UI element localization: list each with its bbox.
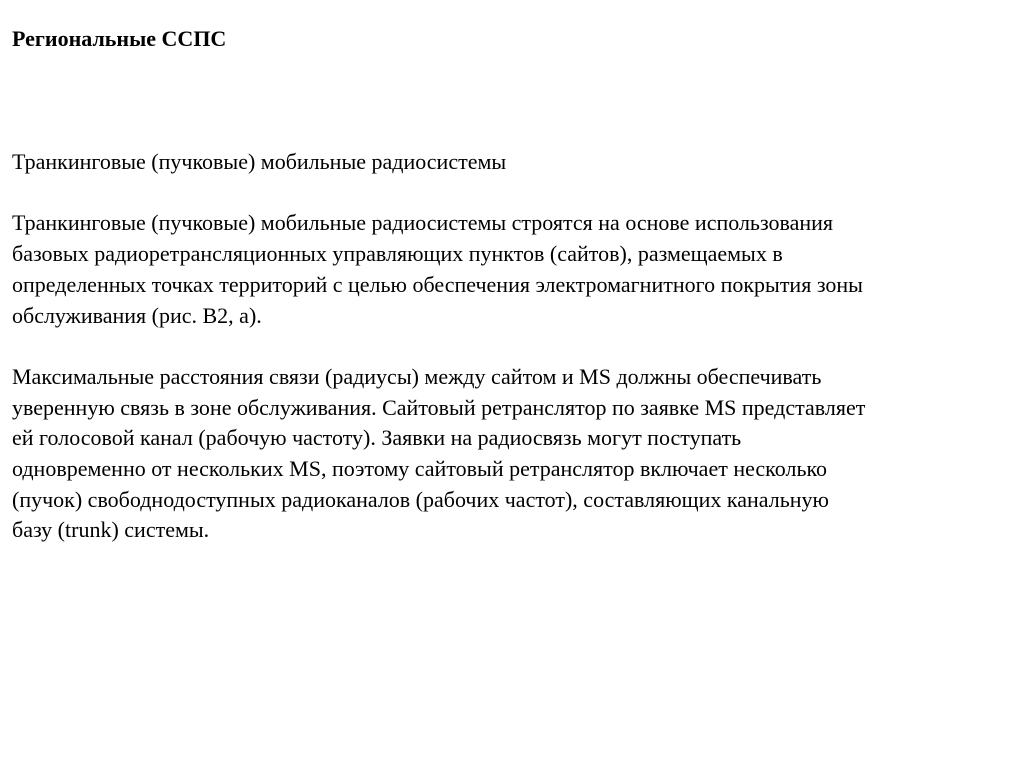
document-body (12, 147, 1012, 546)
paragraph-2-line: ей голосовой канал (рабочую частоту). Заявки на радиосвязь могут поступать (12, 425, 742, 451)
paragraph-spacer (12, 178, 1012, 209)
paragraph-1-line: базовых радиоретрансляционных управляющих пунктов (сайтов), размещаемых в (12, 241, 783, 267)
paragraph-1-line: обслуживания (рис. В2, а). (12, 302, 262, 328)
paragraph-1 (12, 208, 1012, 331)
paragraph-2-line: одновременно от нескольких MS, поэтому сайтовый ретранслятор включает несколько (12, 456, 828, 481)
paragraph-1-line: Транкинговые (пучковые) мобильные радиосистемы строятся на основе использования (12, 210, 834, 236)
paragraph-2-line: базу (trunk) системы. (12, 517, 210, 543)
paragraph-2-line: уверенную связь в зоне обслуживания. Сайтовый ретранслятор по заявке MS представляет (12, 394, 866, 420)
paragraph-spacer (12, 331, 1012, 362)
paragraph-1-line: определенных точках территорий с целью обеспечения электромагнитного покрытия зоны (12, 271, 863, 297)
paragraph-2 (12, 362, 1012, 546)
section-subtitle: Транкинговые (пучковые) мобильные радиосистемы (12, 149, 507, 174)
page-title: Региональные ССПС (12, 26, 227, 51)
paragraph-2-line: Максимальные расстояния связи (радиусы) между сайтом и MS должны обеспечивать (12, 363, 822, 389)
paragraph-2-line: (пучок) свободнодоступных радиоканалов (рабочих частот), составляющих канальную (12, 486, 829, 512)
